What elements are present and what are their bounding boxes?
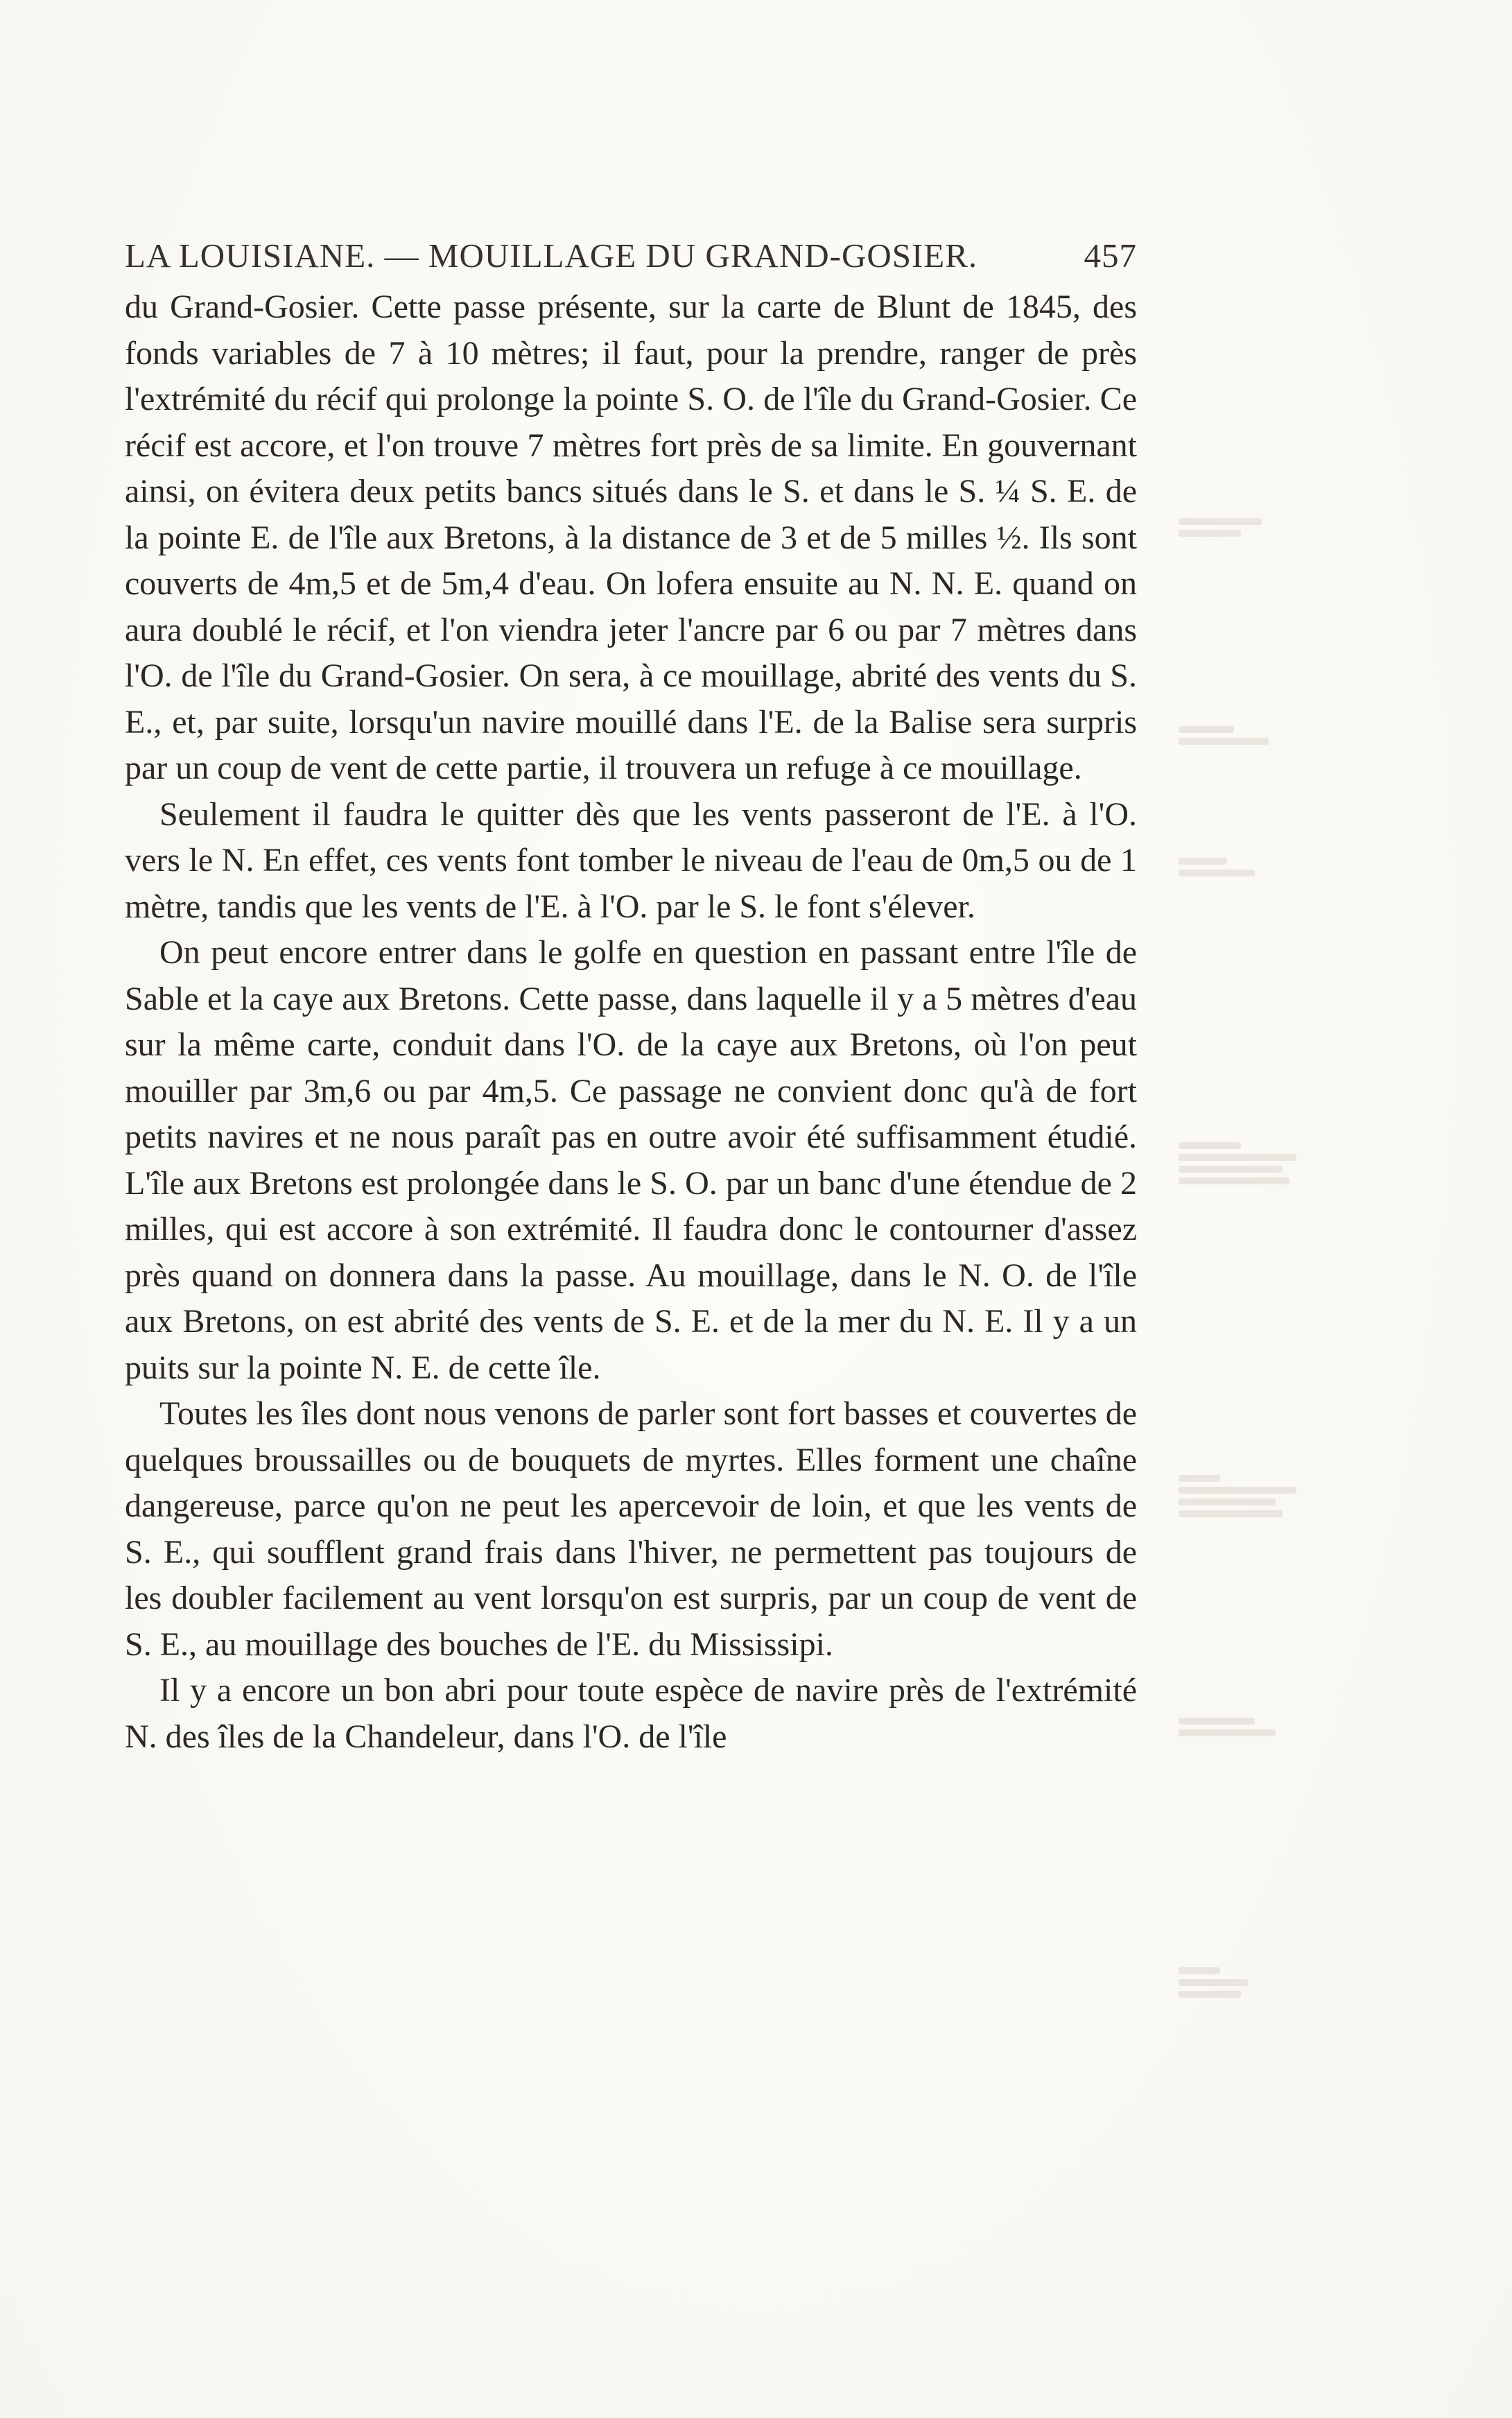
show-through-mark xyxy=(1179,1470,1338,1522)
show-through-mark xyxy=(1179,853,1338,881)
show-through-mark xyxy=(1179,721,1338,750)
show-through-mark xyxy=(1179,1962,1338,2003)
paragraph-3: On peut encore entrer dans le golfe en question en passant entre l'île de Sable et la caye aux Bretons. Cette passe, dans laquelle il y a 5 mètres d'eau sur la même carte, conduit dans l'O. de la caye aux Bretons, où l'on peut mouiller par 3m,6 ou par 4m,5. Ce passage ne convient donc qu'à de fort petits navires et ne nous paraît pas en outre avoir été suffisamment étudié. L'île aux Bretons est prolongée dans le S. O. par un banc d'une étendue de 2 milles, qui est accore à son extrémité. Il faudra donc le contourner d'assez près quand on donnera dans la passe. Au mouillage, dans le N. O. de l'île aux Bretons, on est abrité des vents de S. E. et de la mer du N. E. Il y a un puits sur la pointe N. E. de cette île. xyxy=(125,934,1137,1386)
show-through-mark xyxy=(1179,513,1338,542)
page-number: 457 xyxy=(1084,236,1137,275)
show-through-mark xyxy=(1179,1137,1338,1189)
show-through-mark xyxy=(1179,1713,1338,1741)
paragraph-4: Toutes les îles dont nous venons de parler sont fort basses et couvertes de quelques broussailles ou de bouquets de myrtes. Elles forment une chaîne dangereuse, parce qu'on ne peut les apercevoir de loin, et que les vents de S. E., qui soufflent grand frais dans l'hiver, ne permettent pas toujours de les doubler facilement au vent lorsqu'on est surpris, par un coup de vent de S. E., au mouillage des bouches de l'E. du Mississipi. xyxy=(125,1395,1137,1663)
running-title: LA LOUISIANE. — MOUILLAGE DU GRAND-GOSIER. xyxy=(125,236,978,275)
paragraph-2: Seulement il faudra le quitter dès que les vents passeront de l'E. à l'O. vers le N. En effet, ces vents font tomber le niveau de l'eau de 0m,5 ou de 1 mètre, tandis que les vents de l'E. à l'O. par le S. le font s'élever. xyxy=(125,795,1137,925)
text-block xyxy=(125,236,1137,1760)
running-header xyxy=(125,236,1137,284)
body-text xyxy=(125,284,1137,1760)
paragraph-5: Il y a encore un bon abri pour toute espèce de navire près de l'extrémité N. des îles de la Chandeleur, dans l'O. de l'île xyxy=(125,1672,1137,1755)
paragraph-1: du Grand-Gosier. Cette passe présente, sur la carte de Blunt de 1845, des fonds variables de 7 à 10 mètres; il faut, pour la prendre, ranger de près l'extrémité du récif qui prolonge la pointe S. O. de l'île du Grand-Gosier. Ce récif est accore, et l'on trouve 7 mètres fort près de sa limite. En gouvernant ainsi, on évitera deux petits bancs situés dans le S. et dans le S. ¼ S. E. de la pointe E. de l'île aux Bretons, à la distance de 3 et de 5 milles ½. Ils sont couverts de 4m,5 et de 5m,4 d'eau. On lofera ensuite au N. N. E. quand on aura doublé le récif, et l'on viendra jeter l'ancre par 6 ou par 7 mètres dans l'O. de l'île du Grand-Gosier. On sera, à ce mouillage, abrité des vents du S. E., et, par suite, lorsqu'un navire mouillé dans l'E. de la Balise sera surpris par un coup de vent de cette partie, il trouvera un refuge à ce mouillage. xyxy=(125,288,1137,786)
